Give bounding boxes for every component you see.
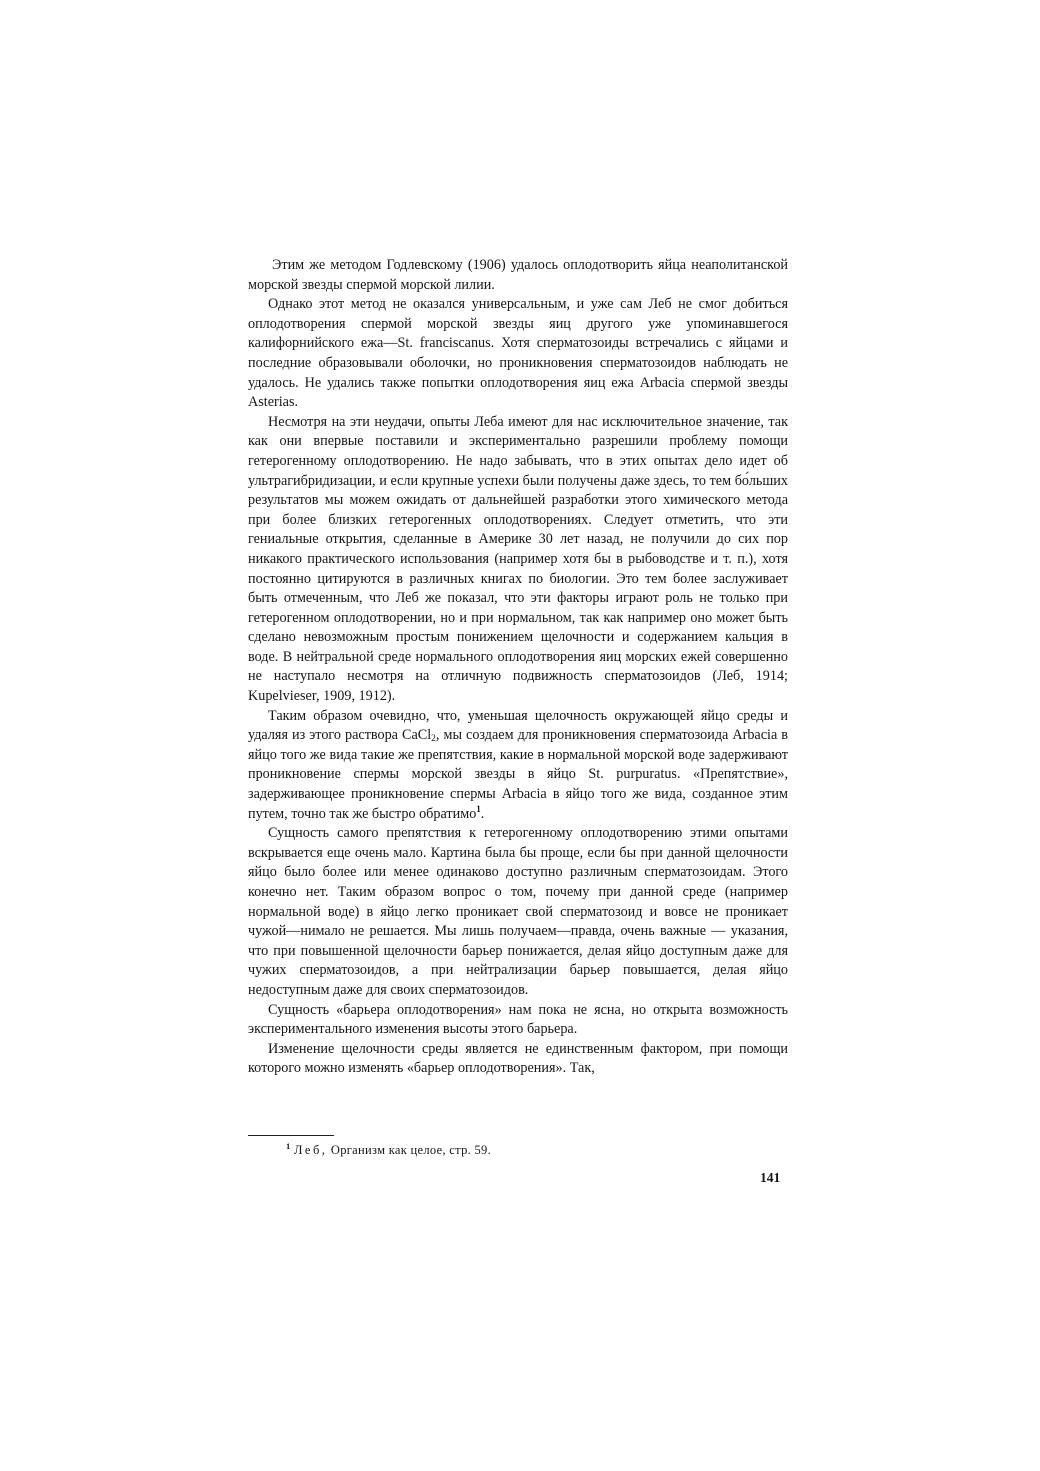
footnote-text: Организм как целое, стр. 59. [330,1143,491,1157]
paragraph-1: Этим же методом Годлевскому (1906) удалось оплодотворить яйца неаполитанской морской звезды спермой морской лилии. [248,257,788,293]
page-body [248,256,788,1079]
paragraph-3: Несмотря на эти неудачи, опыты Леба имеют для нас исключительное значение, так как они впервые поставили и экспериментально разрешили проблему помощи гетерогенному оплодотворению. Не надо забывать, что в этих опытах дело идет об ультрагибридизации, и если крупные успехи были получены даже здесь, то тем бо́льших результатов мы можем ожидать от дальнейшей разработки этого химического метода при более близких гетерогенных оплодотворениях. Следует отметить, что эти гениальные открытия, сделанные в Америке 30 лет назад, не получили до сих пор никакого практического использования (например хотя бы в рыбоводстве и т. п.), хотя постоянно цитируются в различных книгах по биологии. Это тем более заслуживает быть отмеченным, что Леб же показал, что эти факторы играют роль не только при гетерогенном оплодотворении, но и при нормальном, так как например оно может быть сделано невозможным простым понижением щелочности и содержанием кальция в воде. В нейтральной среде нормального оплодотворения яиц морских ежей совершенно не наступало несмотря на отличную подвижность сперматозоидов (Леб, 1914; Kupelvieser, 1909, 1912). [248,413,788,705]
paragraph-4-text-end: . [480,805,485,822]
footnote [286,1143,491,1158]
paragraph-4-text-a: Таким образом очевидно, что, уменьшая щелочность окружающей яйцо среды и удаляя из этого раствора CaCl [248,707,788,744]
paragraph-4 [248,707,788,825]
footnote-author: Леб, [294,1143,328,1157]
paragraph-6: Сущность «барьера оплодотворения» нам пока не ясна, но открыта возможность экспериментального изменения высоты этого барьера. [248,1001,788,1038]
chemical-subscript: 2 [431,734,436,745]
page-number: 141 [760,1170,781,1185]
paragraph-5: Сущность самого препятствия к гетерогенному оплодотворению этими опытами вскрывается еще очень мало. Картина была бы проще, если бы при данной щелочности яйцо было более или менее одинаково доступно различным сперматозоидам. Этого конечно нет. Таким образом вопрос о том, почему при данной среде (например нормальной воде) в яйцо легко проникает свой сперматозоид и вовсе не проникает чужой—нимало не решается. Мы лишь получаем—правда, очень важные — указания, что при повышенной щелочности барьер понижается, делая яйцо доступным даже для чужих сперматозоидов, а при нейтрализации барьер повышается, делая яйцо недоступным даже для своих сперматозоидов. [248,825,788,998]
paragraph-2: Однако этот метод не оказался универсальным, и уже сам Леб не смог добиться оплодотворения спермой морской звезды яиц другого уже упоминавшегося калифорнийского ежа—St. franciscanus. Хотя сперматозоиды встречались с яйцами и последние образовывали оболочки, но проникновения сперматозоидов наблюдать не удалось. Не удались также попытки оплодотворения яиц ежа Arbacia спермой звезды Asterias. [248,296,788,411]
footnote-divider [248,1135,334,1136]
footnote-reference[interactable]: 1 [476,803,481,814]
paragraph-4-text-b: , мы создаем для проникновения сперматозоида Arbacia в яйцо того же вида такие же препятствия, какие в нормальной морской воде задерживают проникновение спермы морской звезды в яйцо St. purpuratus. «Препятствие», задерживающее проникновение спермы Arbacia в яйцо того же вида, созданное этим путем, точно так же быстро обратимо [248,727,788,822]
footnote-mark: 1 [286,1141,291,1151]
paragraph-7: Изменение щелочности среды является не единственным фактором, при помощи которого можно изменять «барьер оплодотворения». Так, [248,1040,788,1077]
